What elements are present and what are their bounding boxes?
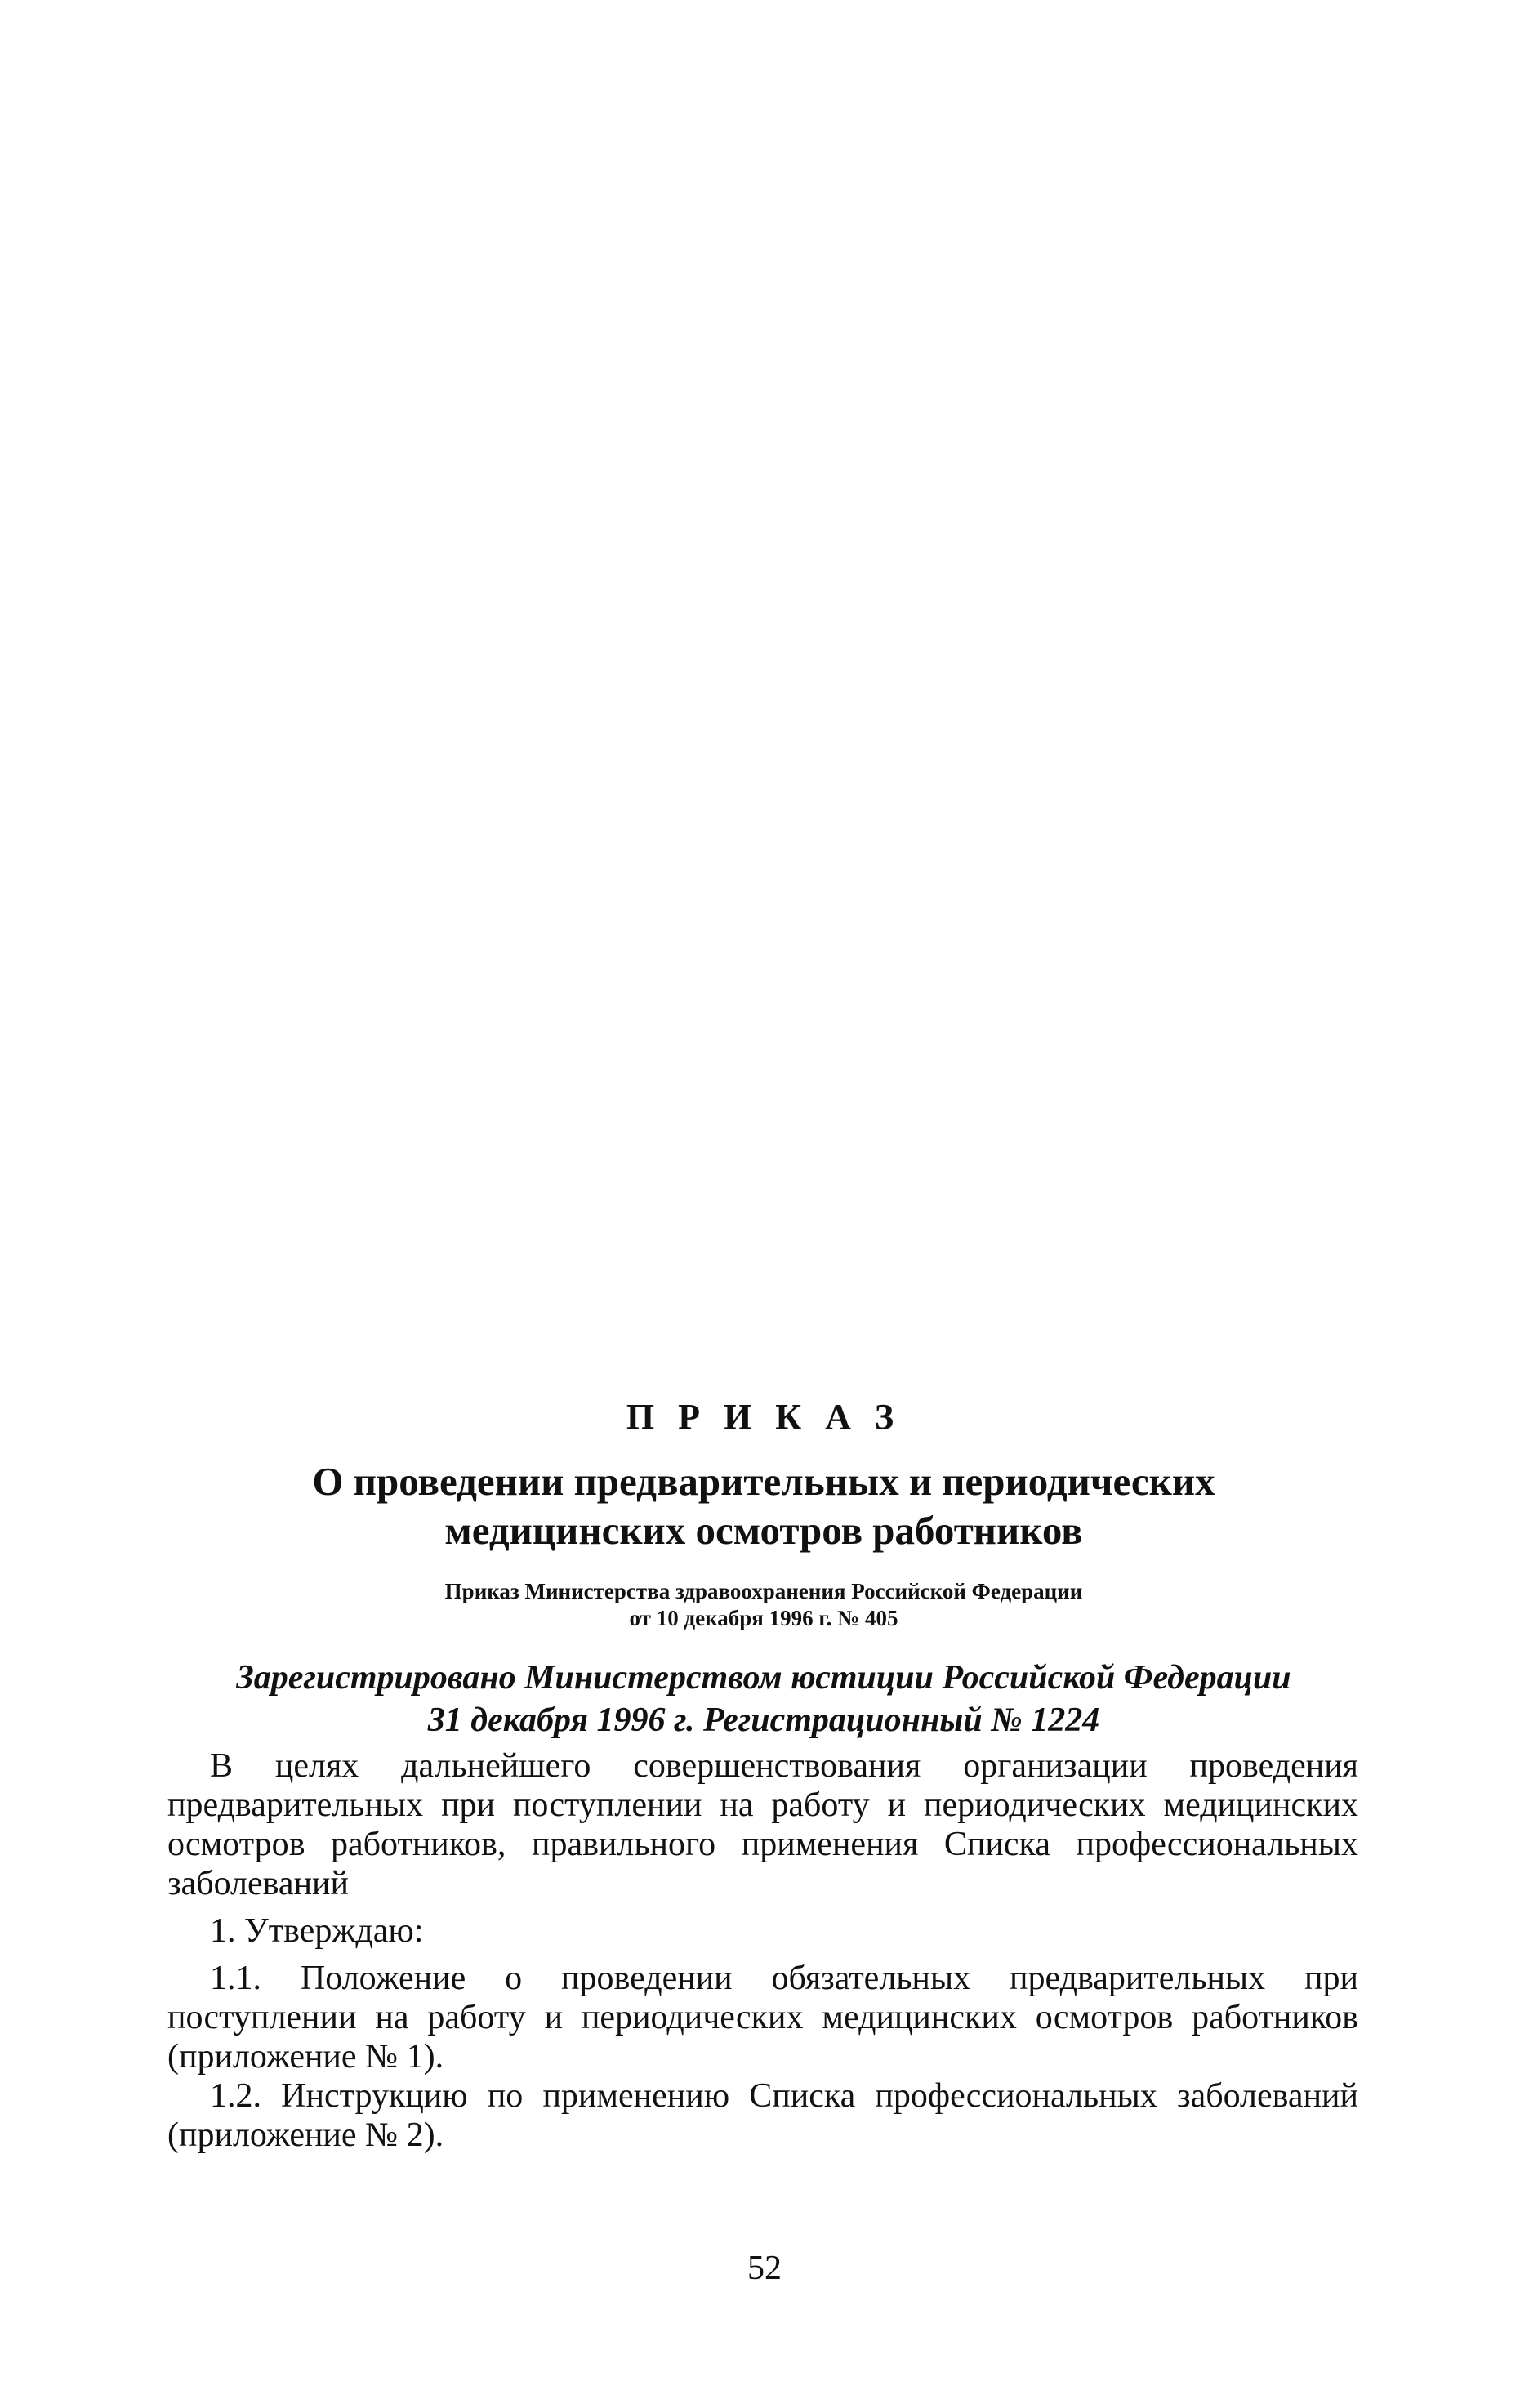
- registration-line-2: 31 декабря 1996 г. Регистрационный № 1224: [427, 1701, 1100, 1739]
- body-text: [167, 1746, 1358, 2155]
- registration-block: [196, 1657, 1331, 1741]
- title-line-1: О проведении предварительных и периодических: [312, 1459, 1215, 1504]
- paragraph-approve: 1. Утверждаю:: [210, 1912, 424, 1950]
- page-number: 52: [747, 2250, 782, 2287]
- registration-line-1: Зарегистрировано Министерством юстиции Российской Федерации: [236, 1659, 1291, 1697]
- issuer-block: [196, 1578, 1331, 1632]
- issuer-line-1: Приказ Министерства здравоохранения Российской Федерации: [444, 1579, 1083, 1603]
- paragraph-preamble: В целях дальнейшего совершенствования организации проведения предварительных при поступлении на работу и периодических медицинских осмотров работников, правильного применения Списка профессиональных заболеваний: [167, 1747, 1358, 1902]
- title-line-2: медицинских осмотров работников: [444, 1508, 1083, 1553]
- paragraph-item-1-1: 1.1. Положение о проведении обязательных предварительных при поступлении на работу и периодических медицинских осмотров работников (приложение № 1).: [167, 1960, 1358, 2076]
- document-title: [196, 1457, 1331, 1555]
- order-heading: П Р И К А З: [626, 1397, 902, 1437]
- paragraph-item-1-2: 1.2. Инструкцию по применению Списка профессиональных заболеваний (приложение № 2).: [167, 2077, 1358, 2154]
- issuer-line-2: от 10 декабря 1996 г. № 405: [629, 1606, 898, 1630]
